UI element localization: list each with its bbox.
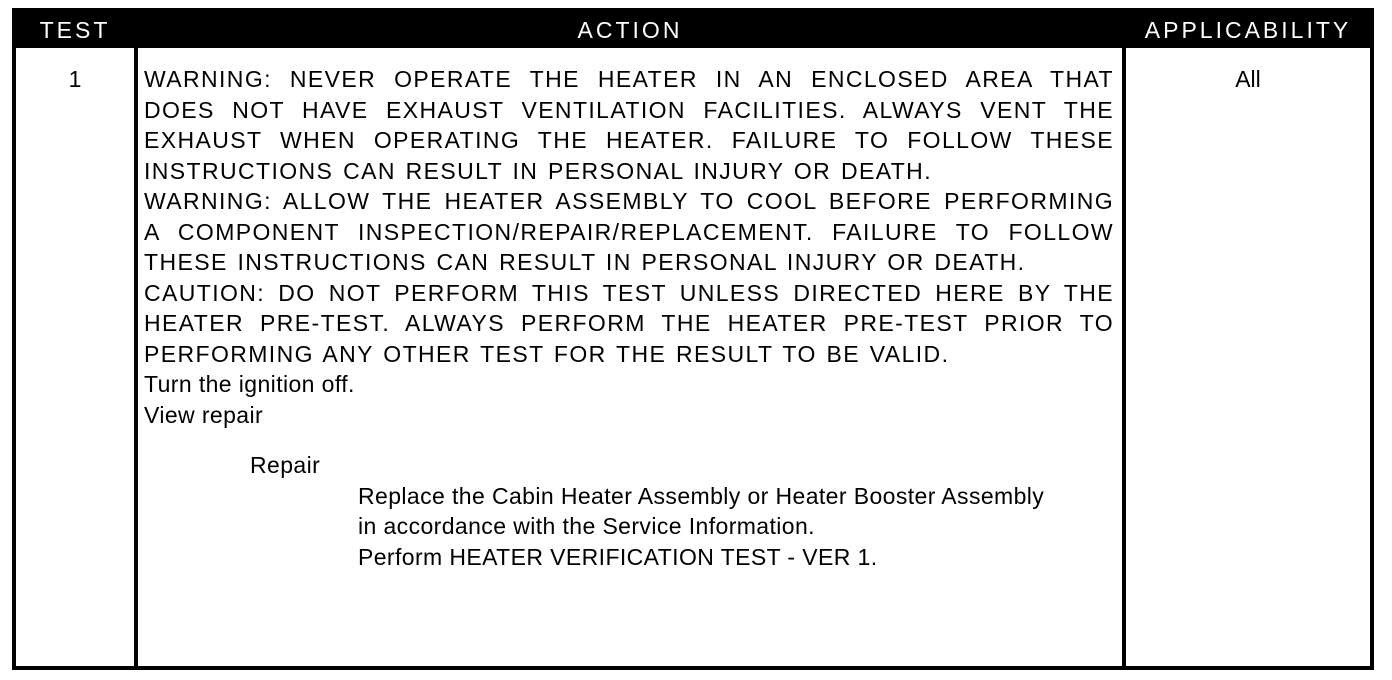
column-divider-test-action	[134, 12, 138, 666]
test-number: 1	[68, 66, 82, 92]
header-test: TEST	[39, 17, 111, 43]
warning-cool-down: WARNING: ALLOW THE HEATER ASSEMBLY TO COOL BEFORE PERFORMING A COMPONENT INSPECTION/REPAIR/REPLACEMENT. FAILURE TO FOLLOW THESE INSTRUCTIONS CAN RESULT IN PERSONAL INJURY OR DEATH.	[144, 188, 1114, 275]
repair-line-replace: Replace the Cabin Heater Assembly or Heater Booster Assembly	[358, 482, 1045, 509]
header-applicability: APPLICABILITY	[1144, 17, 1352, 43]
caution-pretest: CAUTION: DO NOT PERFORM THIS TEST UNLESS DIRECTED HERE BY THE HEATER PRE-TEST. ALWAYS PERFORM THE HEATER PRE-TEST PRIOR TO PERFORMING ANY OTHER TEST FOR THE RESULT TO BE VALID.	[144, 279, 1114, 367]
step-ignition-off: Turn the ignition off.	[144, 371, 355, 397]
repair-line-verification-test: Perform HEATER VERIFICATION TEST - VER 1.	[358, 543, 878, 570]
table-header-row	[16, 12, 1370, 48]
diagnostic-table	[12, 8, 1374, 670]
applicability-value: All	[1235, 66, 1261, 92]
warning-exhaust: WARNING: NEVER OPERATE THE HEATER IN AN ENCLOSED AREA THAT DOES NOT HAVE EXHAUST VENTILATION FACILITIES. ALWAYS VENT THE EXHAUST WHEN OPERATING THE HEATER. FAILURE TO FOLLOW THESE INSTRUCTIONS CAN RESULT IN PERSONAL INJURY OR DEATH.	[144, 66, 1114, 184]
header-action: ACTION	[577, 17, 683, 43]
repair-heading: Repair	[250, 452, 321, 478]
view-repair-link[interactable]: View repair	[144, 401, 264, 428]
action-cell	[144, 64, 1114, 572]
repair-instructions	[358, 481, 1114, 573]
repair-line-service-info: in accordance with the Service Information.	[358, 513, 815, 539]
column-divider-action-applicability	[1122, 12, 1126, 666]
